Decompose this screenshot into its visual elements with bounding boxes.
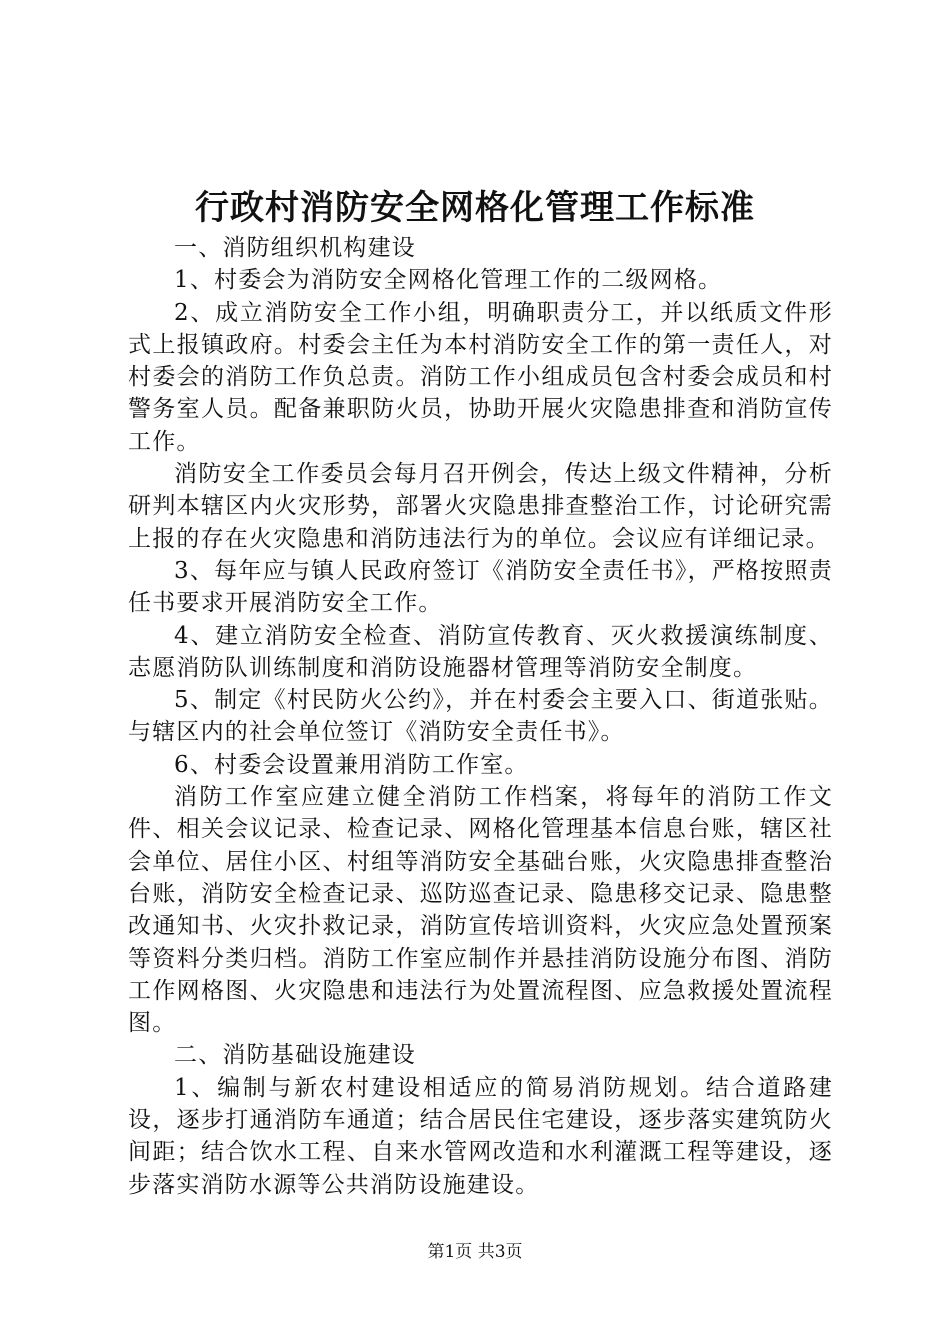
paragraph-7: 6、村委会设置兼用消防工作室。 xyxy=(174,751,529,778)
document-body xyxy=(128,232,833,1201)
paragraph-6: 5、制定《村民防火公约》，并在村委会主要入口、街道张贴。与辖区内的社会单位签订《消防安全责任书》。 xyxy=(128,687,833,746)
paragraph-5: 4、建立消防安全检查、消防宣传教育、灭火救援演练制度、志愿消防队训练制度和消防设施器材管理等消防安全制度。 xyxy=(128,622,833,681)
paragraph-3: 消防安全工作委员会每月召开例会，传达上级文件精神，分析研判本辖区内火灾形势，部署火灾隐患排查整治工作，讨论研究需上报的存在火灾隐患和消防违法行为的单位。会议应有详细记录。 xyxy=(128,461,833,552)
document-title: 行政村消防安全网格化管理工作标准 xyxy=(195,188,755,228)
section-heading-1: 一、消防组织机构建设 xyxy=(174,235,416,261)
paragraph-9: 1、编制与新农村建设相适应的简易消防规划。结合道路建设，逐步打通消防车通道；结合居民住宅建设，逐步落实建筑防火间距；结合饮水工程、自来水管网改造和水利灌溉工程等建设，逐步落实消防水源等公共消防设施建设。 xyxy=(128,1074,833,1198)
page-number: 第1页 共3页 xyxy=(427,1242,523,1262)
paragraph-8: 消防工作室应建立健全消防工作档案，将每年的消防工作文件、相关会议记录、检查记录、网格化管理基本信息台账，辖区社会单位、居住小区、村组等消防安全基础台账，火灾隐患排查整治台账，消防安全检查记录、巡防巡查记录、隐患移交记录、隐患整改通知书、火灾扑救记录，消防宣传培训资料，火灾应急处置预案等资料分类归档。消防工作室应制作并悬挂消防设施分布图、消防工作网格图、火灾隐患和违法行为处置流程图、应急救援处置流程图。 xyxy=(128,784,833,1037)
section-heading-2: 二、消防基础设施建设 xyxy=(174,1042,416,1069)
paragraph-1: 1、村委会为消防安全网格化管理工作的二级网格。 xyxy=(174,267,723,294)
paragraph-2: 2、成立消防安全工作小组，明确职责分工，并以纸质文件形式上报镇政府。村委会主任为本村消防安全工作的第一责任人，对村委会的消防工作负总责。消防工作小组成员包含村委会成员和村警务室人员。配备兼职防火员，协助开展火灾隐患排查和消防宣传工作。 xyxy=(128,299,833,455)
paragraph-4: 3、每年应与镇人民政府签订《消防安全责任书》，严格按照责任书要求开展消防安全工作。 xyxy=(128,557,833,617)
